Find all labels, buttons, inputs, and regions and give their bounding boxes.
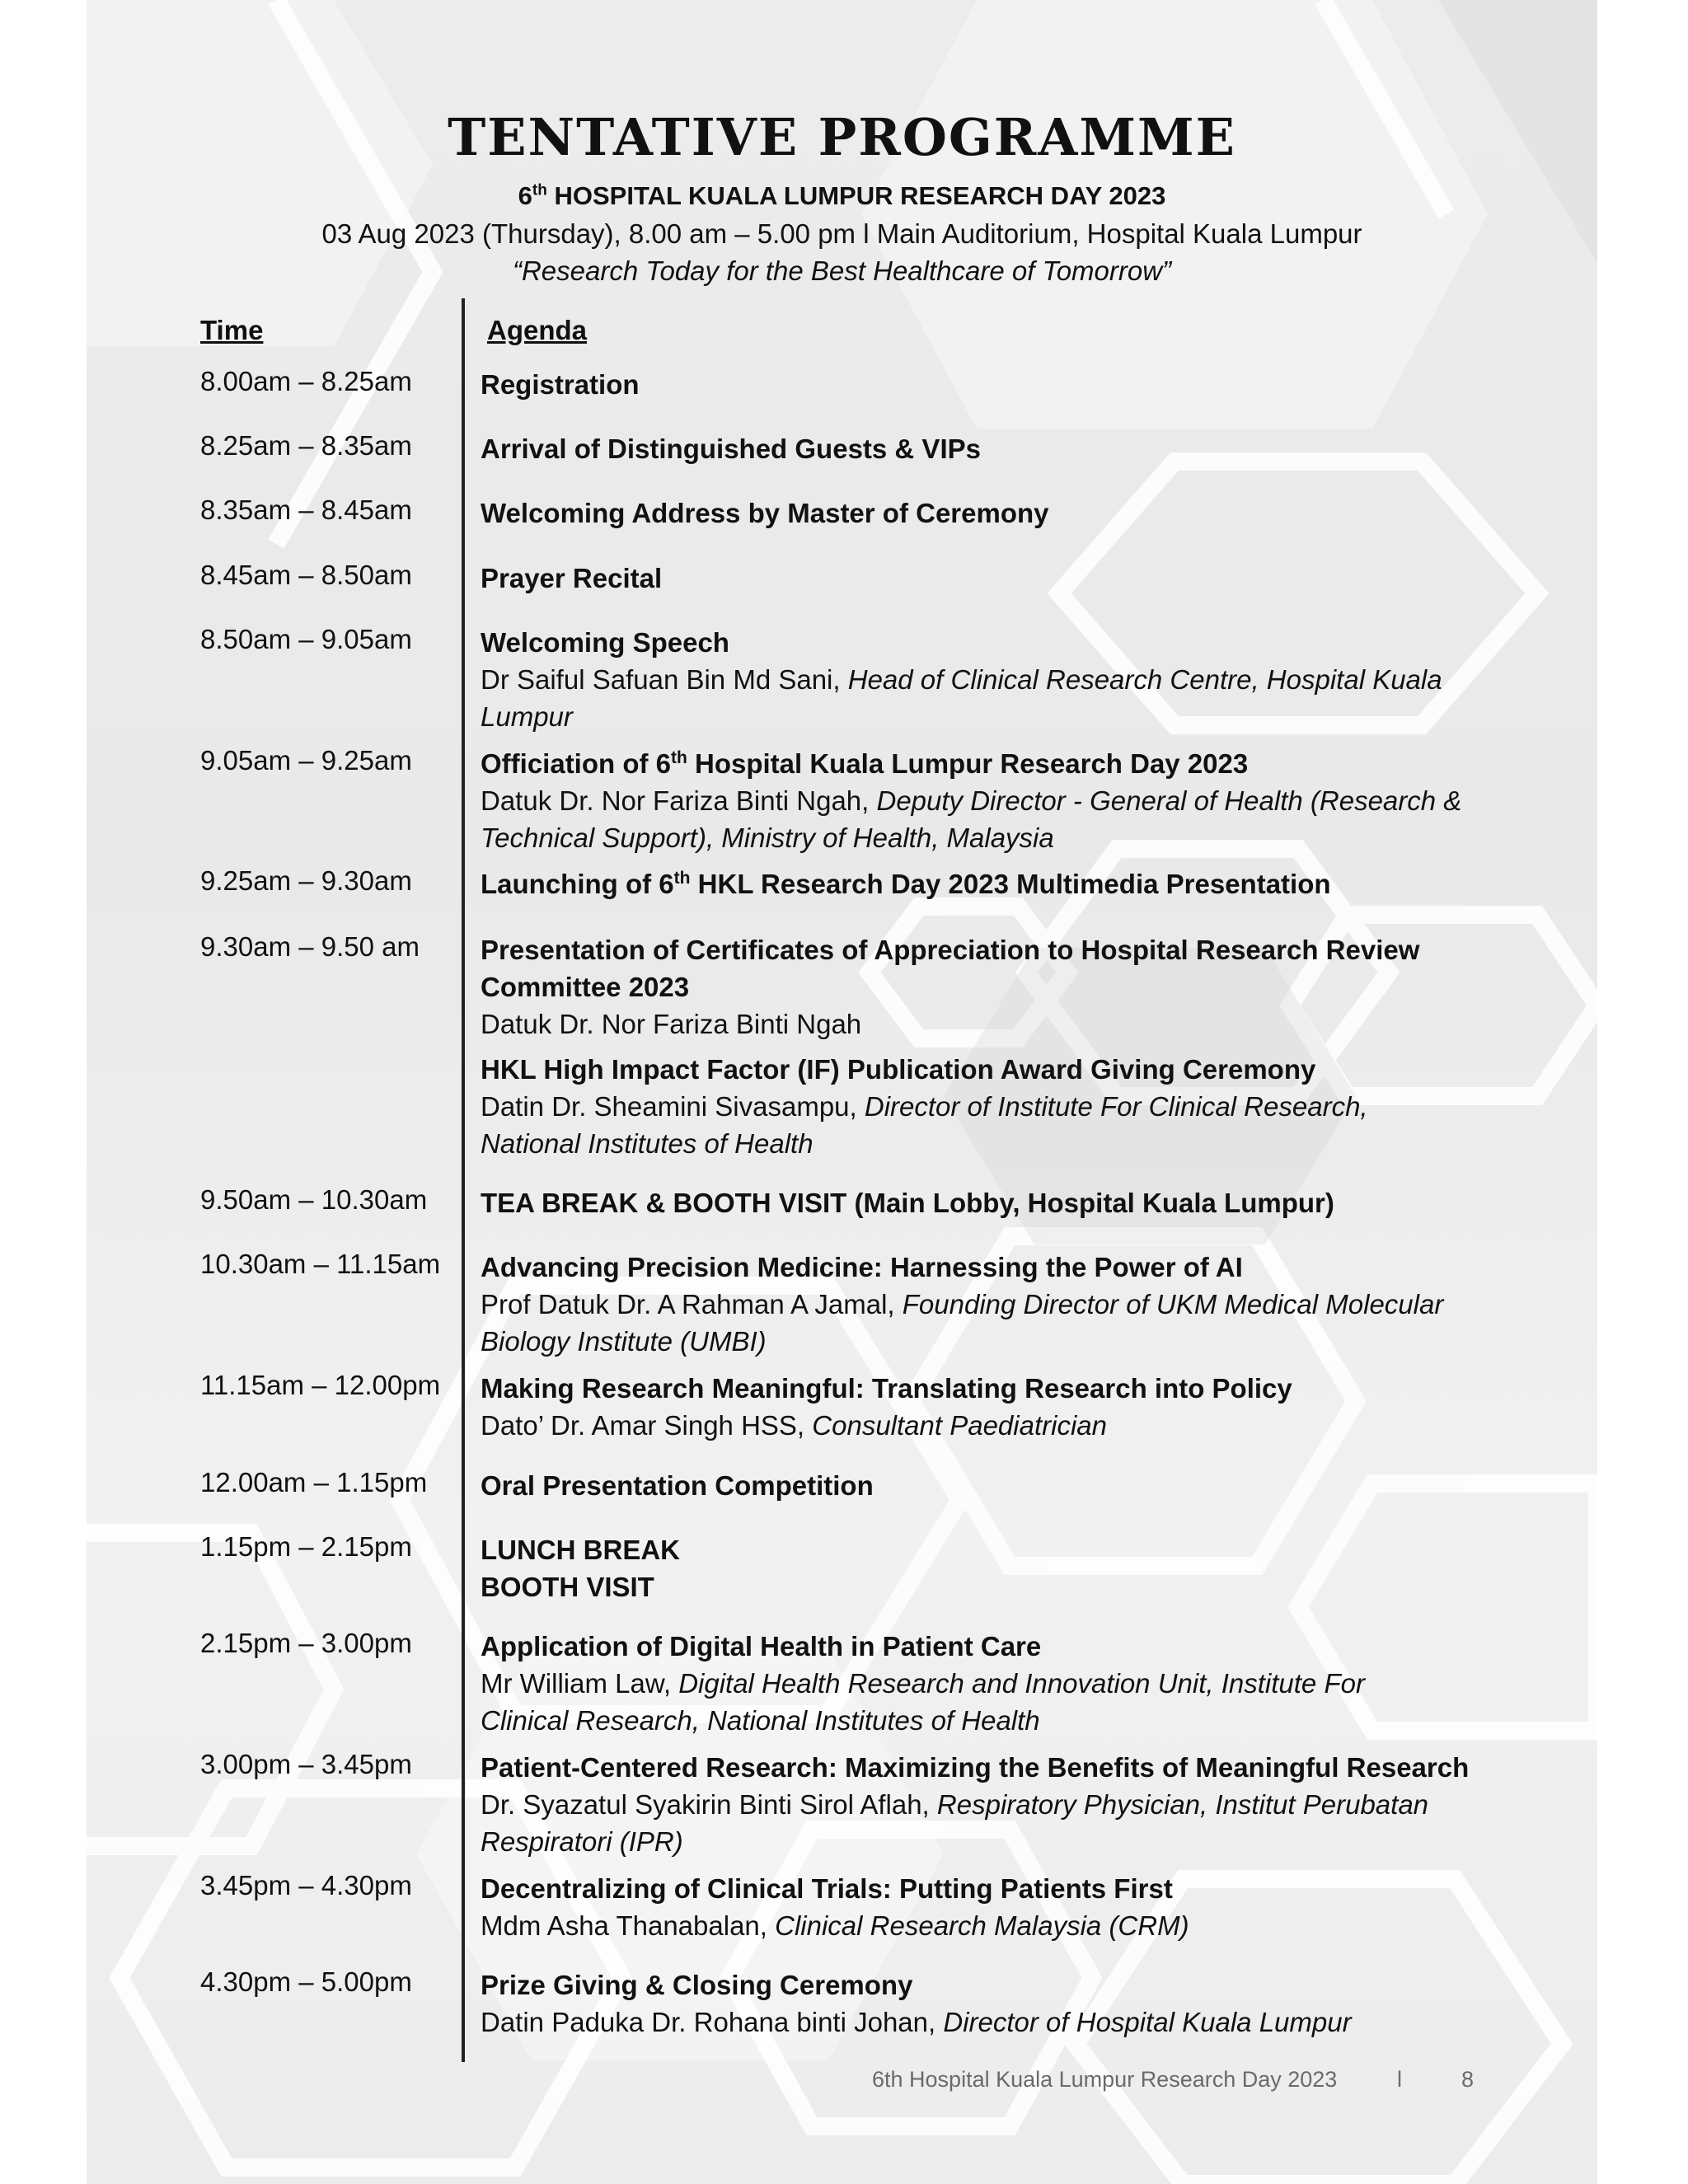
title-part: Hospital Kuala Lumpur Research Day 2023 <box>687 748 1249 779</box>
agenda-content <box>481 366 1552 403</box>
column-divider <box>462 298 465 2062</box>
agenda-speaker <box>481 1286 1552 1323</box>
agenda-title-cont: Committee 2023 <box>481 972 690 1002</box>
agenda-time: 9.30am – 9.50 am <box>200 931 420 962</box>
agenda-content <box>481 1870 1552 1944</box>
speaker-role-cont: Clinical Research, National Institutes of Health <box>481 1705 1040 1736</box>
agenda-speaker <box>481 782 1552 819</box>
speaker-role: Clinical Research Malaysia (CRM) <box>775 1910 1189 1941</box>
agenda-time: 11.15am – 12.00pm <box>200 1370 441 1400</box>
agenda-speaker: Datuk Dr. Nor Fariza Binti Ngah <box>481 1009 862 1039</box>
agenda-title-cont: BOOTH VISIT <box>481 1572 654 1602</box>
agenda-content <box>481 1749 1552 1860</box>
agenda-title: Making Research Meaningful: Translating Research into Policy <box>481 1373 1292 1404</box>
agenda-speaker <box>481 1665 1552 1702</box>
agenda-column-header: Agenda <box>487 315 588 345</box>
agenda-content <box>481 1531 1552 1605</box>
agenda-time: 3.00pm – 3.45pm <box>200 1749 412 1779</box>
agenda-time: 9.50am – 10.30am <box>200 1184 428 1215</box>
speaker-role-cont: Respiratori (IPR) <box>481 1826 683 1857</box>
agenda-title: Arrival of Distinguished Guests & VIPs <box>481 434 981 464</box>
speaker-role: Director of Hospital Kuala Lumpur <box>943 2007 1352 2037</box>
page-title: TENTATIVE PROGRAMME <box>448 107 1236 167</box>
agenda-speaker-cont <box>481 819 1552 856</box>
agenda-title: TEA BREAK & BOOTH VISIT (Main Lobby, Hospital Kuala Lumpur) <box>481 1188 1334 1218</box>
speaker-name: Mr William Law, <box>481 1668 679 1699</box>
agenda-title: Presentation of Certificates of Appreciation to Hospital Research Review <box>481 935 1420 965</box>
agenda-content <box>481 1184 1552 1221</box>
agenda-content <box>481 1370 1552 1444</box>
agenda-speaker <box>481 1088 1552 1125</box>
agenda-time: 8.35am – 8.45am <box>200 494 412 525</box>
agenda-title: Prayer Recital <box>481 563 663 593</box>
agenda-time: 8.50am – 9.05am <box>200 624 412 654</box>
agenda-content <box>481 865 1552 902</box>
agenda-title <box>481 745 1552 782</box>
speaker-name: Datin Dr. Sheamini Sivasampu, <box>481 1091 865 1122</box>
title-part: HKL Research Day 2023 Multimedia Presentation <box>690 869 1331 899</box>
subtitle-ordinal-suffix: th <box>532 181 547 199</box>
agenda-time: 8.45am – 8.50am <box>200 560 412 590</box>
speaker-role: Digital Health Research and Innovation Unit, Institute For <box>678 1668 1365 1699</box>
speaker-name: Dato’ Dr. Amar Singh HSS, <box>481 1410 813 1441</box>
subtitle-ordinal: 6 <box>518 181 532 210</box>
agenda-speaker <box>481 1907 1552 1944</box>
event-subtitle <box>87 181 1597 211</box>
speaker-role: Founding Director of UKM Medical Molecular <box>902 1289 1444 1319</box>
agenda-title: Patient-Centered Research: Maximizing the Benefits of Meaningful Research <box>481 1752 1470 1783</box>
agenda-content <box>481 560 1552 597</box>
agenda-time: 10.30am – 11.15am <box>200 1249 441 1279</box>
agenda-subtitle: HKL High Impact Factor (IF) Publication Award Giving Ceremony <box>481 1054 1316 1085</box>
speaker-role-cont: Biology Institute (UMBI) <box>481 1326 767 1357</box>
agenda-content <box>481 430 1552 467</box>
agenda-title <box>481 865 1552 902</box>
title-sup: th <box>671 748 687 767</box>
agenda-time: 2.15pm – 3.00pm <box>200 1628 412 1658</box>
agenda-title: Prize Giving & Closing Ceremony <box>481 1970 913 2000</box>
speaker-role-cont: National Institutes of Health <box>481 1128 814 1159</box>
footer-separator: l <box>1397 2067 1402 2092</box>
event-dateline: 03 Aug 2023 (Thursday), 8.00 am – 5.00 pm l Main Auditorium, Hospital Kuala Lumpur <box>321 218 1362 249</box>
programme-document <box>87 0 1597 2184</box>
agenda-title: Welcoming Address by Master of Ceremony <box>481 498 1049 528</box>
agenda-title: Welcoming Speech <box>481 627 729 658</box>
agenda-content <box>481 1966 1552 2041</box>
agenda-title: Advancing Precision Medicine: Harnessing the Power of AI <box>481 1252 1243 1282</box>
spacer <box>481 1043 1552 1051</box>
footer-text: 6th Hospital Kuala Lumpur Research Day 2023 <box>872 2067 1338 2092</box>
agenda-time: 4.30pm – 5.00pm <box>200 1966 412 1997</box>
agenda-time: 12.00am – 1.15pm <box>200 1467 428 1497</box>
speaker-role-cont: Technical Support), Ministry of Health, Malaysia <box>481 823 1054 853</box>
agenda-content <box>481 494 1552 532</box>
agenda-speaker <box>481 1786 1552 1823</box>
agenda-time: 3.45pm – 4.30pm <box>200 1870 412 1900</box>
agenda-content <box>481 1467 1552 1504</box>
agenda-content <box>481 1628 1552 1739</box>
speaker-name: Mdm Asha Thanabalan, <box>481 1910 776 1941</box>
subtitle-text: HOSPITAL KUALA LUMPUR RESEARCH DAY 2023 <box>546 181 1166 210</box>
agenda-speaker-cont <box>481 1702 1552 1739</box>
speaker-name: Prof Datuk Dr. A Rahman A Jamal, <box>481 1289 903 1319</box>
speaker-role: Deputy Director - General of Health (Research & <box>876 785 1462 816</box>
agenda-speaker-cont <box>481 1823 1552 1860</box>
speaker-name: Dr Saiful Safuan Bin Md Sani, <box>481 664 848 695</box>
agenda-speaker <box>481 2004 1552 2041</box>
agenda-title: Decentralizing of Clinical Trials: Putting Patients First <box>481 1873 1173 1904</box>
agenda-title: LUNCH BREAK <box>481 1535 680 1565</box>
time-column-header: Time <box>200 315 264 345</box>
speaker-role: Consultant Paediatrician <box>812 1410 1107 1441</box>
agenda-speaker-cont <box>481 1323 1552 1360</box>
agenda-time: 1.15pm – 2.15pm <box>200 1531 412 1562</box>
agenda-title: Oral Presentation Competition <box>481 1470 874 1501</box>
agenda-time: 8.25am – 8.35am <box>200 430 412 461</box>
agenda-speaker-cont <box>481 698 1552 735</box>
agenda-speaker-cont <box>481 1125 1552 1162</box>
agenda-time: 9.05am – 9.25am <box>200 745 412 776</box>
agenda-time: 8.00am – 8.25am <box>200 366 412 396</box>
title-part: Officiation of 6 <box>481 748 671 779</box>
agenda-time: 9.25am – 9.30am <box>200 865 412 896</box>
speaker-role: Director of Institute For Clinical Research, <box>864 1091 1368 1122</box>
agenda-content <box>481 1249 1552 1360</box>
agenda-title: Application of Digital Health in Patient Care <box>481 1631 1042 1661</box>
agenda-speaker <box>481 1407 1552 1444</box>
speaker-name: Dr. Syazatul Syakirin Binti Sirol Aflah, <box>481 1789 937 1820</box>
speaker-role-cont: Lumpur <box>481 701 573 732</box>
agenda-content <box>481 745 1552 856</box>
title-part: Launching of 6 <box>481 869 674 899</box>
agenda-content <box>481 931 1552 1162</box>
speaker-role: Head of Clinical Research Centre, Hospital Kuala <box>847 664 1442 695</box>
title-sup: th <box>673 869 691 888</box>
speaker-name: Datin Paduka Dr. Rohana binti Johan, <box>481 2007 944 2037</box>
agenda-content <box>481 624 1552 735</box>
speaker-name: Datuk Dr. Nor Fariza Binti Ngah, <box>481 785 877 816</box>
agenda-title: Registration <box>481 369 640 400</box>
agenda-speaker <box>481 661 1552 698</box>
speaker-role: Respiratory Physician, Institut Perubatan <box>936 1789 1429 1820</box>
page-number: 8 <box>1461 2067 1475 2092</box>
document-page <box>87 0 1597 2184</box>
event-tagline: “Research Today for the Best Healthcare of Tomorrow” <box>512 255 1172 286</box>
